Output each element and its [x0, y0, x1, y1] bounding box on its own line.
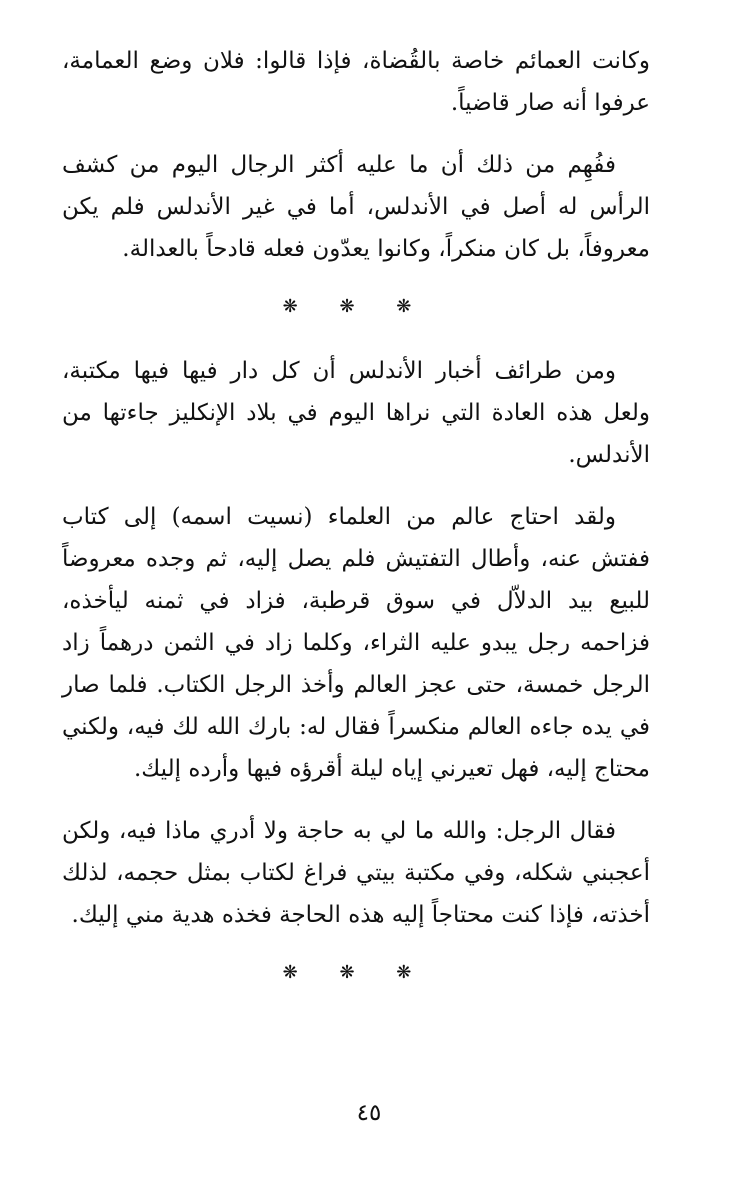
- paragraph-4: ولقد احتاج عالم من العلماء (نسيت اسمه) إلى كتاب ففتش عنه، وأطال التفتيش فلم يصل إليه، ثم وجده معروضاً للبيع بيد الدلاّل في سوق قرطبة، فزاد في ثمنه ليأخذه، فزاحمه رجل يبدو عليه الثراء، وكلما زاد في الثمن درهماً زاد الرجل خمسة، حتى عجز العالم وأخذ الرجل الكتاب. فلما صار في يده جاءه العالم منكسراً فقال له: بارك الله لك فيه، ولكني محتاج إليه، فهل تعيرني إياه ليلة أقرؤه فيها وأرده إليك.: [62, 504, 650, 782]
- paragraph-1: وكانت العمائم خاصة بالقُضاة، فإذا قالوا: فلان وضع العمامة، عرفوا أنه صار قاضياً.: [62, 48, 650, 116]
- paragraph-5: فقال الرجل: والله ما لي به حاجة ولا أدري ماذا فيه، ولكن أعجبني شكله، وفي مكتبة بيتي فراغ لكتاب بمثل حجمه، لذلك أخذته، فإذا كنت محتاجاً إليه هذه الحاجة فخذه هدية مني إليك.: [62, 818, 650, 928]
- section-separator-2: ❋ ❋ ❋: [282, 962, 430, 983]
- paragraph-2: ففُهِم من ذلك أن ما عليه أكثر الرجال اليوم من كشف الرأس له أصل في الأندلس، أما في غير الأندلس فلم يكن معروفاً، بل كان منكراً، وكانوا يعدّون فعله قادحاً بالعدالة.: [62, 152, 650, 262]
- section-separator-1: ❋ ❋ ❋: [282, 296, 430, 317]
- paragraph-3: ومن طرائف أخبار الأندلس أن كل دار فيها فيها مكتبة، ولعل هذه العادة التي نراها اليوم في بلاد الإنكليز جاءتها من الأندلس.: [62, 358, 650, 468]
- page-number: ٤٥: [356, 1100, 382, 1126]
- page-body: [62, 40, 650, 1016]
